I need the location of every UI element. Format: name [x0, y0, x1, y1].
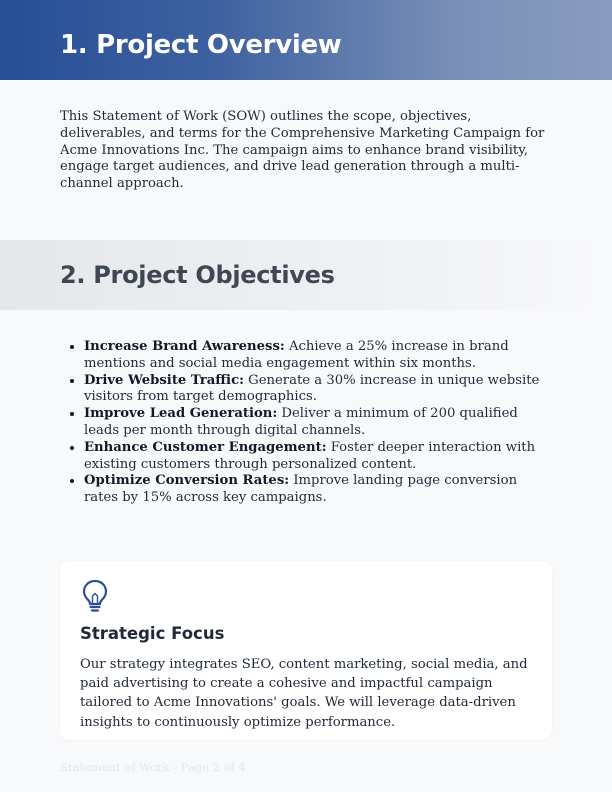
- card-title: Strategic Focus: [80, 624, 225, 643]
- section-header-objectives: [0, 240, 592, 310]
- objective-text: Achieve a 25% increase in brand mentions and social media engagement within six months.: [84, 339, 509, 371]
- section-title-overview: 1. Project Overview: [60, 30, 342, 60]
- objective-label: Improve Lead Generation:: [84, 406, 278, 422]
- objective-label: Optimize Conversion Rates:: [84, 473, 290, 489]
- objective-text: Deliver a minimum of 200 qualified leads per month through digital channels.: [84, 406, 518, 438]
- section-title-objectives: 2. Project Objectives: [60, 261, 335, 289]
- objective-label: Drive Website Traffic:: [84, 372, 244, 388]
- objective-label: Enhance Customer Engagement:: [84, 439, 327, 455]
- objective-text: Foster deeper interaction with existing customers through personalized content.: [84, 439, 536, 472]
- objective-text: Generate a 30% increase in unique website visitors from target demographics.: [84, 372, 540, 405]
- objective-item: [84, 406, 552, 440]
- objective-item: [84, 440, 552, 474]
- section-header-overview: [0, 10, 612, 80]
- objective-label: Increase Brand Awareness:: [84, 339, 285, 354]
- page-footer: Statement of Work - Page 2 of 4: [60, 760, 246, 774]
- header-top-strip: [0, 0, 612, 10]
- lightbulb-icon: [80, 579, 110, 613]
- objective-item: [84, 373, 552, 407]
- objective-item: [84, 339, 552, 373]
- overview-paragraph: This Statement of Work (SOW) outlines the scope, objectives, deliverables, and terms for the Comprehensive Marketing Campaign for Acme Innovations Inc. The campaign aims to enhance brand visibility, engage target audiences, and drive lead generation through a multi-channel approach.: [60, 109, 545, 192]
- objective-text: Improve landing page conversion rates by 15% across key campaigns.: [84, 473, 518, 506]
- card-body: Our strategy integrates SEO, content marketing, social media, and paid advertising to create a cohesive and impactful campaign tailored to Acme Innovations' goals. We will leverage data-driven insights to continuously optimize performance.: [80, 657, 528, 730]
- objective-item: [84, 473, 552, 507]
- strategic-focus-card: [60, 561, 552, 740]
- objectives-list: [60, 339, 552, 507]
